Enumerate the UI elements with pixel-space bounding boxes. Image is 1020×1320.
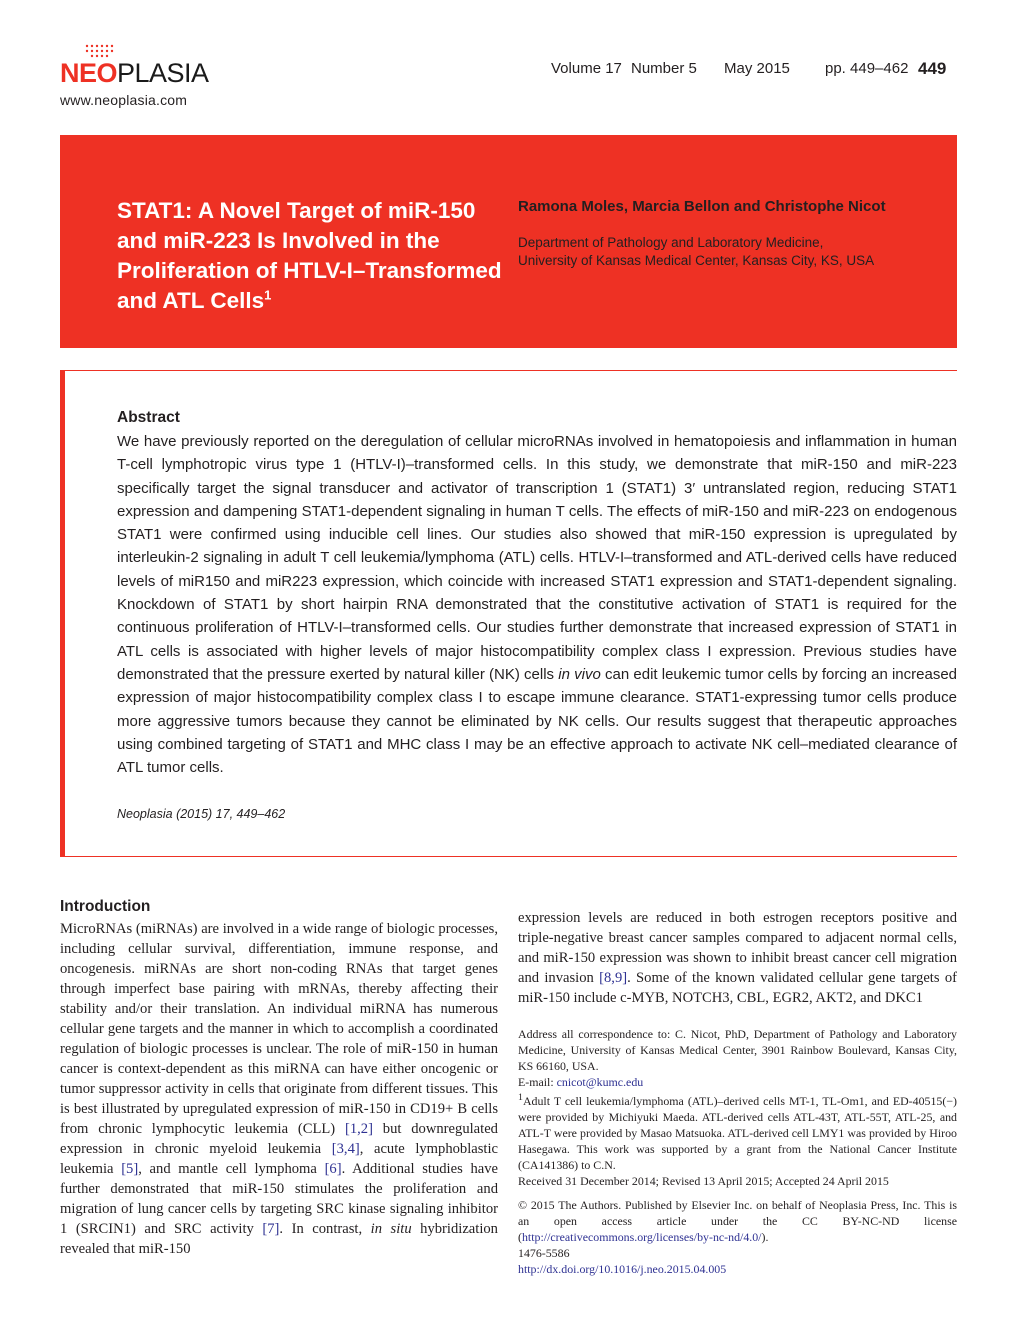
author-list: Ramona Moles, Marcia Bellon and Christophe Nicot (518, 198, 886, 215)
article-title: STAT1: A Novel Target of miR-150 and miR-223 Is Involved in the Proliferation of HTLV-I–Transformed and ATL Cells$^1$ (117, 198, 502, 313)
journal-logo (60, 44, 210, 90)
reference-link[interactable]: [1,2] (344, 1121, 373, 1137)
issue-date: May 2015 (724, 60, 790, 77)
page-number: 449 (918, 59, 947, 78)
issn: 1476-5586 (518, 1245, 570, 1260)
email-line: E-mail: cnicot@kumc.edu (518, 1075, 644, 1089)
volume: Volume 17 (551, 60, 622, 77)
email-link[interactable]: cnicot@kumc.edu (556, 1075, 644, 1089)
introduction-left-column: MicroRNAs (miRNAs) are involved in a wide range of biologic processes, including cellular survival, differentiation, immune response, and oncogenesis. miRNAs are short non-coding RNAs that target genes through imperfect base pairing with mRNAs, thereby affecting their stability and/or their translation. An individual miRNA has numerous cellular gene targets and the manner in which to accomplish a coordinated regulation of biologic processes is unclear. The role of miR-150 in human cancer is context-dependent as this miRNA can have either oncogenic or tumor suppressor activity in cells that originate from different tissues. This is best illustrated by upregulated expression of miR-150 in CD19+ B cells from chronic lymphocytic leukemia (CLL) [1,2] but downregulated expression in chronic myeloid leukemia [3,4], acute lymphoblastic leukemia [5], and mantle cell lymphoma [6]. Additional studies have further demonstrated that miR-150 stimulates the proliferation and migration of lung cancer cells by targeting SRC kinase signaling inhibitor 1 (SRCIN1) and SRC activity [7]. In contrast, in situ hybridization revealed that miR-150 (60, 921, 499, 1257)
title-footnote-marker: 1 (264, 287, 272, 303)
abstract-text: We have previously reported on the deregulation of cellular microRNAs involved in hematopoiesis and inflammation in human T-cell lymphotropic virus type 1 (HTLV-I)–transformed cells. In this study, we demonstrate that miR-150 and miR-223 specifically target the signal transducer and activator of transcription 1 (STAT1) 3′ untranslated region, reducing STAT1 expression and dampening STAT1-dependent signaling in human T cells. The effects of miR-150 and miR-223 on endogenous STAT1 were confirmed using inducible cell lines. Our studies also showed that miR-150 expression is upregulated by interleukin-2 signaling in adult T cell leukemia/lymphoma (ATL) cells. HTLV-I–transformed and ATL-derived cells have reduced levels of miR150 and miR223 expression, which coincide with increased STAT1 expression and STAT1-dependent signaling. Knockdown of STAT1 by short hairpin RNA demonstrated that the constitutive activation of STAT1 is required for the continuous proliferation of HTLV-I–transformed cells. Our studies further demonstrate that increased expression of STAT1 in ATL cells is associated with higher levels of major histocompatibility complex class I expression. Previous studies have demonstrated that the pressure exerted by natural killer (NK) cells in vivo can edit leukemic tumor cells by forcing an increased expression of major histocompatibility complex class I to escape immune clearance. STAT1-expressing tumor cells produce more aggressive tumors because they cannot be eliminated by NK cells. Our results suggest that therapeutic approaches using combined targeting of STAT1 and MHC class I may be an effective approach to activate NK cell–mediated clearance of ATL tumor cells. (117, 433, 958, 777)
journal-website[interactable]: www.neoplasia.com (60, 92, 188, 108)
introduction-heading: Introduction (60, 898, 151, 915)
logo-text-neo: NEO (60, 58, 118, 88)
reference-link[interactable]: [7] (262, 1221, 280, 1237)
reference-link[interactable]: [6] (324, 1161, 342, 1177)
logo-text-plasia: PLASIA (117, 58, 209, 88)
logo-dots-icon (84, 44, 114, 58)
page-range: pp. 449–462 (825, 60, 909, 77)
received-dates: Received 31 December 2014; Revised 13 April 2015; Accepted 24 April 2015 (518, 1173, 889, 1188)
affiliation: Department of Pathology and Laboratory Medicine, University of Kansas Medical Center, Kansas City, KS, USA (518, 235, 875, 268)
footnotes (518, 1026, 957, 1277)
abstract-heading: Abstract (117, 409, 180, 426)
reference-link[interactable]: [8,9] (599, 970, 628, 986)
introduction-right-column: expression levels are reduced in both estrogen receptors positive and triple-negative breast cancer samples compared to adjacent normal cells, and miR-150 expression was shown to inhibit breast cancer cell migration and invasion [8,9]. Some of the known validated cellular gene targets of miR-150 include c-MYB, NOTCH3, CBL, EGR2, AKT2, and DKC1 (518, 910, 957, 1006)
issue-number: Number 5 (631, 60, 697, 77)
doi-link[interactable]: http://dx.doi.org/10.1016/j.neo.2015.04.005 (518, 1261, 727, 1276)
reference-link[interactable]: [5] (121, 1161, 139, 1177)
journal-citation: Neoplasia (2015) 17, 449–462 (117, 807, 286, 821)
license-link[interactable]: http://creativecommons.org/licenses/by-nc-nd/4.0/ (521, 1229, 762, 1244)
reference-link[interactable]: [3,4] (331, 1141, 360, 1157)
issue-info (551, 60, 957, 82)
copyright-note: © 2015 The Authors. Published by Elsevier Inc. on behalf of Neoplasia Press, Inc. This is an open access article under the CC BY-NC-ND license (http://creativecommons.org/licenses/by-nc-nd/4.0/). (518, 1197, 957, 1244)
funding-note: $^1$Adult T cell leukemia/lymphoma (ATL)–derived cells MT-1, TL-Om1, and ED-40515(−) were provided by Michiyuki Maeda. ATL-derived cells ATL-43T, ATL-55T, ATL-25, and ATL-T were provided by Masao Matsuoka. ATL-derived cell LMY1 was provided by Hiroo Hasegawa. This work was supported by a grant from the National Cancer Institute (CA141386) to C.N. (518, 1092, 957, 1172)
correspondence-note: Address all correspondence to: C. Nicot, PhD, Department of Pathology and Laboratory Medicine, University of Kansas Medical Center, 3901 Rainbow Boulevard, Kansas City, KS 66160, USA. (518, 1027, 957, 1073)
